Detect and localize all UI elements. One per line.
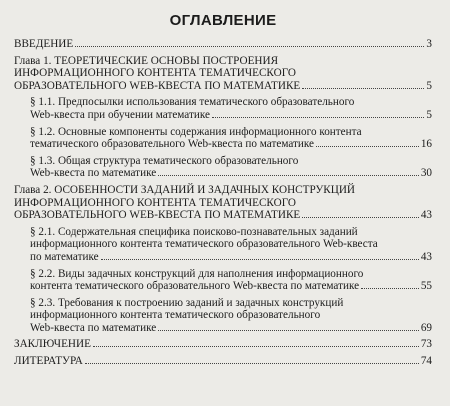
toc-entry-section-2-2[interactable] bbox=[14, 268, 432, 293]
toc-entry-section-1-3[interactable] bbox=[14, 155, 432, 180]
leader-dots bbox=[75, 45, 424, 47]
toc-entry-text: § 2.1. Содержательная специфика поисково-познавательных заданий bbox=[30, 225, 358, 238]
leader-dots bbox=[302, 87, 424, 89]
toc-entry-text: ВВЕДЕНИЕ bbox=[14, 38, 74, 50]
toc-list bbox=[14, 38, 432, 368]
toc-entry-text: § 2.2. Виды задачных конструкций для наполнения информационного bbox=[30, 267, 364, 280]
toc-entry-text: Web-квеста по математике bbox=[30, 167, 157, 180]
toc-entry-conclusion[interactable] bbox=[14, 338, 432, 351]
toc-page-number: 74 bbox=[420, 355, 432, 368]
leader-dots bbox=[93, 345, 419, 347]
toc-entry-text: Глава 2. ОСОБЕННОСТИ ЗАДАНИЙ И ЗАДАЧНЫХ КОНСТРУКЦИЙ bbox=[14, 183, 356, 196]
toc-entry-text: § 1.1. Предпосылки использования тематического образовательного bbox=[30, 96, 355, 109]
toc-page-number: 43 bbox=[420, 250, 432, 263]
leader-dots bbox=[212, 116, 424, 118]
toc-page-number: 5 bbox=[426, 79, 432, 92]
toc-page-number: 55 bbox=[420, 280, 432, 293]
toc-entry-section-1-2[interactable] bbox=[14, 126, 432, 151]
toc-page-number: 3 bbox=[426, 38, 432, 50]
toc-page-number: 69 bbox=[420, 321, 432, 334]
leader-dots bbox=[302, 216, 419, 218]
toc-entry-introduction[interactable] bbox=[14, 38, 432, 51]
toc-entry-text: § 1.3. Общая структура тематического образовательного bbox=[30, 154, 299, 167]
toc-entry-text: ЗАКЛЮЧЕНИЕ bbox=[14, 338, 91, 351]
toc-entry-text: § 2.3. Требования к построению заданий и задачных конструкций bbox=[30, 296, 344, 309]
toc-entry-text: ОБРАЗОВАТЕЛЬНОГО WEB-КВЕСТА ПО МАТЕМАТИКЕ bbox=[14, 209, 301, 222]
leader-dots bbox=[85, 362, 419, 364]
toc-entry-text: ИНФОРМАЦИОННОГО КОНТЕНТА ТЕМАТИЧЕСКОГО bbox=[14, 196, 296, 209]
toc-entry-text: по математике bbox=[30, 250, 99, 263]
toc-entry-text: информационного контента тематического образовательного bbox=[30, 309, 321, 322]
toc-entry-literature[interactable] bbox=[14, 355, 432, 368]
leader-dots bbox=[316, 145, 419, 147]
toc-entry-text: ЛИТЕРАТУРА bbox=[14, 355, 83, 368]
leader-dots bbox=[361, 287, 419, 289]
toc-entry-text: контента тематического образовательного Web-квеста по математике bbox=[30, 280, 360, 293]
toc-entry-text: Глава 1. ТЕОРЕТИЧЕСКИЕ ОСНОВЫ ПОСТРОЕНИЯ bbox=[14, 54, 279, 67]
toc-title: ОГЛАВЛЕНИЕ bbox=[169, 12, 277, 29]
toc-entry-text: ОБРАЗОВАТЕЛЬНОГО WEB-КВЕСТА ПО МАТЕМАТИКЕ bbox=[14, 79, 301, 92]
toc-page-number: 5 bbox=[426, 108, 432, 121]
toc-entry-section-2-1[interactable] bbox=[14, 226, 432, 264]
toc-page-number: 16 bbox=[420, 138, 432, 151]
toc-page-number: 30 bbox=[420, 167, 432, 180]
toc-entry-section-1-1[interactable] bbox=[14, 96, 432, 121]
leader-dots bbox=[101, 258, 419, 260]
toc-page bbox=[14, 12, 432, 368]
toc-entry-text: Web-квеста по математике bbox=[30, 321, 157, 334]
toc-page-number: 43 bbox=[420, 209, 432, 222]
toc-entry-section-2-3[interactable] bbox=[14, 297, 432, 335]
toc-entry-text: информационного контента тематического образовательного Web-квеста bbox=[30, 238, 378, 251]
leader-dots bbox=[158, 174, 419, 176]
toc-entry-text: Web-квеста при обучении математике bbox=[30, 108, 210, 121]
leader-dots bbox=[158, 329, 419, 331]
toc-entry-chapter-1[interactable] bbox=[14, 55, 432, 93]
toc-entry-text: ИНФОРМАЦИОННОГО КОНТЕНТА ТЕМАТИЧЕСКОГО bbox=[14, 67, 296, 80]
toc-entry-chapter-2[interactable] bbox=[14, 184, 432, 222]
toc-entry-text: тематического образовательного Web-квеста по математике bbox=[30, 138, 315, 151]
toc-entry-text: § 1.2. Основные компоненты содержания информационного контента bbox=[30, 125, 362, 138]
toc-page-number: 73 bbox=[420, 338, 432, 351]
